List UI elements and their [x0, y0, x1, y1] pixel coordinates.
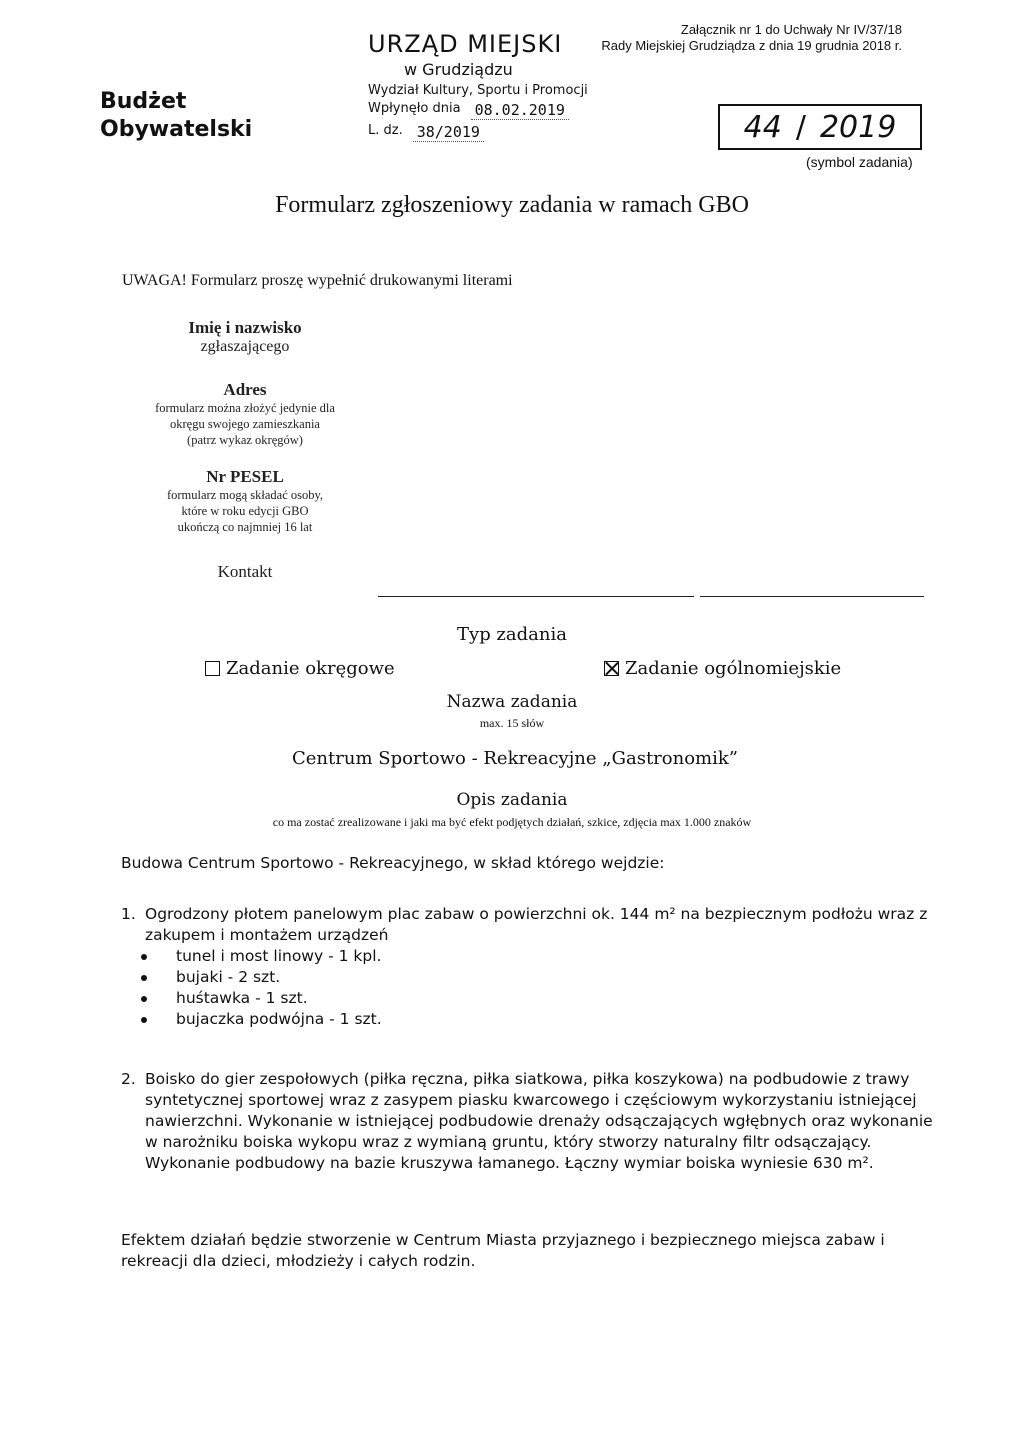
task-name-heading: Nazwa zadania: [446, 692, 578, 712]
city-checkbox[interactable]: [604, 661, 619, 676]
description-intro: Budowa Centrum Sportowo - Rekreacyjnego, w skład którego wejdzie:: [121, 854, 665, 872]
stamp-city: w Grudziądzu: [404, 60, 513, 79]
task-description-heading: Opis zadania: [456, 790, 568, 810]
annex-note: [601, 22, 902, 54]
name-label: Imię i nazwisko: [188, 318, 302, 337]
pesel-sub-2: które w roku edycji GBO: [181, 504, 309, 518]
equipment-item: bujaki - 2 szt.: [121, 967, 936, 988]
item-1-number: 1.: [121, 905, 136, 923]
option-district-task[interactable]: [205, 658, 395, 679]
district-option-label: Zadanie okręgowe: [226, 658, 395, 679]
logo-line-1: Budżet: [100, 89, 187, 114]
stamp-department: Wydział Kultury, Sportu i Promocji: [368, 83, 588, 98]
equipment-list: [121, 946, 936, 1030]
address-sub-3: (patrz wykaz okręgów): [187, 433, 303, 447]
district-checkbox[interactable]: [205, 661, 220, 676]
symbol-year: 2019: [819, 109, 897, 145]
address-sub-2: okręgu swojego zamieszkania: [170, 417, 320, 431]
description-item-2: [121, 1069, 936, 1174]
task-name-hint: max. 15 słów: [479, 716, 545, 730]
name-field-label: [130, 318, 360, 356]
task-symbol-box: [718, 104, 922, 150]
ldz-label: L. dz.: [368, 123, 403, 138]
form-title: Formularz zgłoszeniowy zadania w ramach GBO: [275, 192, 749, 218]
symbol-label: (symbol zadania): [806, 154, 913, 170]
contact-line-left: [378, 596, 694, 597]
description-effect: Efektem działań będzie stworzenie w Centrum Miasta przyjaznego i bezpiecznego miejsca zabaw i rekreacji dla dzieci, młodzieży i całych rodzin.: [121, 1231, 885, 1270]
office-stamp: [368, 30, 598, 142]
annex-line-2: Rady Miejskiej Grudziądza z dnia 19 grudnia 2018 r.: [601, 38, 902, 53]
pesel-sub-1: formularz mogą składać osoby,: [166, 488, 324, 502]
contact-label: Kontakt: [217, 562, 273, 581]
gbo-logo: [100, 88, 252, 144]
received-label: Wpłynęło dnia: [368, 101, 461, 116]
task-description-hint: co ma zostać zrealizowane i jaki ma być efekt podjętych działań, szkice, zdjęcia max 1.000 znaków: [272, 815, 752, 829]
annex-line-1: Załącznik nr 1 do Uchwały Nr IV/37/18: [680, 22, 902, 37]
ldz-value: 38/2019: [413, 123, 484, 142]
task-type-heading: Typ zadania: [457, 624, 567, 645]
option-city-task[interactable]: [604, 658, 841, 679]
equipment-item: bujaczka podwójna - 1 szt.: [121, 1009, 936, 1030]
contact-line-right: [700, 596, 924, 597]
description-item-1: [121, 904, 936, 1030]
city-option-label: Zadanie ogólnomiejskie: [625, 658, 842, 679]
stamp-received-row: [368, 101, 598, 120]
name-sub: zgłaszającego: [200, 338, 290, 355]
item-2-number: 2.: [121, 1070, 136, 1088]
logo-line-2: Obywatelski: [100, 117, 253, 142]
contact-field-label: [130, 562, 360, 582]
item-1-row: [121, 904, 936, 946]
item-2-row: [121, 1069, 936, 1174]
item-2-text: Boisko do gier zespołowych (piłka ręczna, piłka siatkowa, piłka koszykowa) na podbudowie z trawy syntetycznej sportowej wraz z zasypem piasku kwarcowego i częściowym wykorzystaniu istniejącej nawierzchni. Wykonanie w istniejącej podbudowie drenaży odsączających wgłębnych oraz wykonanie w narożniku boiska wykopu wraz z wymianą gruntu, który stworzy naturalny filtr odsączający. Wykonanie podbudowy na bazie kruszywa łamanego. Łączny wymiar boiska wyniesie 630 m².: [145, 1070, 933, 1172]
stamp-title: URZĄD MIEJSKI: [368, 30, 563, 58]
address-label: Adres: [223, 380, 267, 399]
symbol-separator: /: [795, 109, 806, 145]
pesel-field-label: [120, 467, 370, 535]
pesel-sub-3: ukończą co najmniej 16 lat: [177, 520, 313, 534]
symbol-number: 44: [743, 109, 782, 145]
stamp-ldz-row: [368, 123, 598, 142]
equipment-item: huśtawka - 1 szt.: [121, 988, 936, 1009]
address-sub-1: formularz można złożyć jedynie dla: [155, 401, 335, 415]
pesel-label: Nr PESEL: [206, 467, 284, 486]
fill-warning: UWAGA! Formularz proszę wypełnić drukowanymi literami: [122, 272, 513, 289]
equipment-item: tunel i most linowy - 1 kpl.: [121, 946, 936, 967]
address-field-label: [120, 380, 370, 448]
task-name-value: Centrum Sportowo - Rekreacyjne „Gastronomik”: [292, 748, 738, 769]
item-1-text: Ogrodzony płotem panelowym plac zabaw o powierzchni ok. 144 m² na bezpiecznym podłożu wraz z zakupem i montażem urządzeń: [145, 905, 928, 944]
received-date: 08.02.2019: [471, 101, 569, 120]
